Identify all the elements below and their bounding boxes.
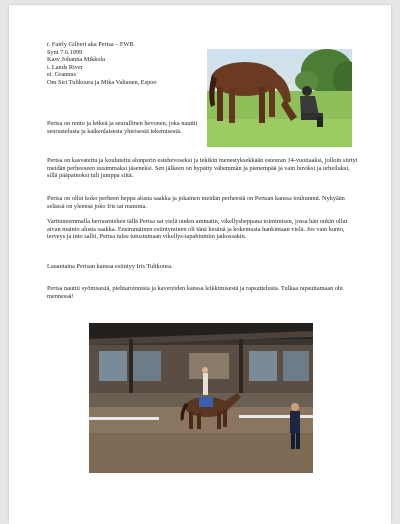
document-page: [9, 5, 391, 524]
paragraph-vaulting: Varttuneemmalla herrasmiehen tällä Pertsa sai vielä uuden ammatin, vikellysheppana toimimisen, jossa hän onkin ollut aivan mainio alusta saakka. Ensimmäinen esiintyminen oli tänä kesänä ja kokemusta hankintaan vielä. Jos vain kunto, terveys ja into sallii, Pertsa tulee tutustumaan vikellys-tapahtumiin jatkossakin.: [47, 218, 348, 240]
horse-info-header: [47, 41, 197, 86]
dam-line: ei. Grannus: [47, 71, 77, 78]
paragraph-history: Pertsa on kasvatettu ja koulutettu alunperin estehevoseksi ja tekikin menestyksekkään esteuran 14-vuotiaaksi, jolloin siirtyi meidän perheeseen uusimmaksi jäseneksi. Sen jälkeen on hypätty vähemmän ja pienempää ja vain huviksi ja urheiluksi, sillä pääpainoksi tuli jumppa siitä.: [47, 157, 358, 179]
vaulting-arena-photo: [89, 323, 313, 473]
sire-line: i. Lands River: [47, 63, 83, 71]
owner-line: Om Siri Tulikoura ja Mika Valtanen, Espoo: [47, 78, 157, 86]
paragraph-family: Pertsa on ollut koko perheen heppa alusta saakka ja jokainen meidän perheestä on Pertsan kanssa touhunnut. Nykyään selässä on yleensä joko Iris tai mamma.: [47, 195, 345, 210]
breeder-line: Kasv Johanna Mikkola: [47, 56, 106, 63]
paragraph-personality: Pertsa on rento ja letkeä ja seurallinen hevonen, joka nauttii seurustelusta ja kaikenlaisesta yhteisestä tekemisestä.: [47, 120, 198, 135]
horse-grazing-photo: [207, 49, 352, 147]
paragraph-invitation: Pertsa nauttii syömisestä, piehtaroinnista ja kavereiden kanssa leikkimisestä ja rapsuttelusta. Tulkaa rapsuttamaan ohi mennessä!: [47, 285, 343, 300]
horse-name-line: r. Fairly Gilbert aka Pertsa – FWB: [47, 41, 134, 48]
paragraph-saturday: Lauantaina Pertsan kanssa esiintyy Iris Tulikoura.: [47, 263, 173, 270]
birth-date-line: Synt 7.6.1999: [47, 48, 83, 56]
